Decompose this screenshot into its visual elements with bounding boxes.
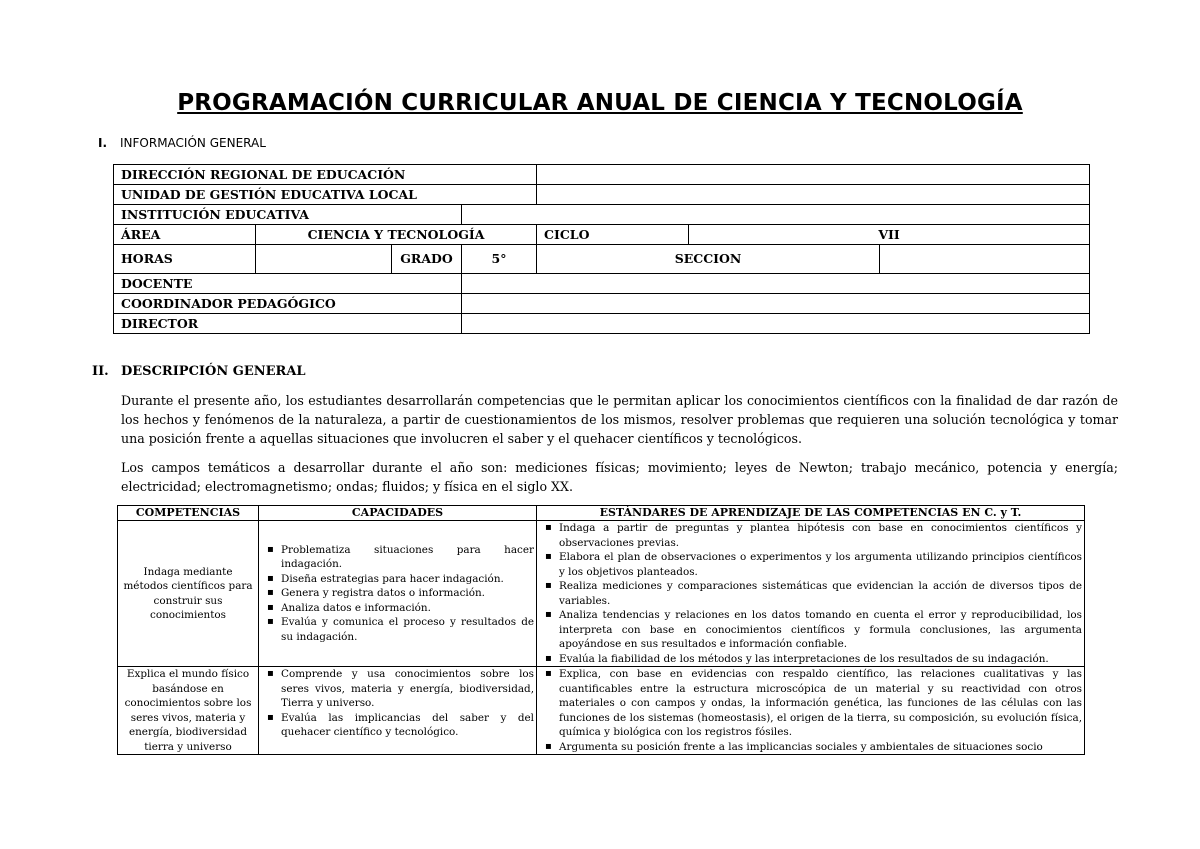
list-item: ▪ Indaga a partir de preguntas y plantea hipótesis con base en conocimientos científicos y observaciones previas. [559, 521, 1082, 550]
dre-value [537, 165, 1090, 185]
table-row [114, 274, 1090, 294]
header-estandares: ESTÁNDARES DE APRENDIZAJE DE LAS COMPETENCIAS EN C. y T. [537, 506, 1085, 521]
table-row [114, 225, 1090, 245]
table-row [114, 294, 1090, 314]
list-item: ▪ Genera y registra datos o información. [281, 586, 534, 601]
table-row [114, 185, 1090, 205]
section-number: II. [92, 364, 109, 379]
seccion-value [880, 245, 1090, 274]
ie-value [462, 205, 1090, 225]
header-capacidades: CAPACIDADES [259, 506, 537, 521]
area-label: ÁREA [114, 225, 256, 245]
section-number: I. [98, 136, 108, 150]
capacidades-list [261, 667, 534, 740]
coordinador-label: COORDINADOR PEDAGÓGICO [114, 294, 462, 314]
table-row [118, 521, 1085, 667]
page-title: PROGRAMACIÓN CURRICULAR ANUAL DE CIENCIA Y TECNOLOGÍA [177, 90, 1023, 116]
horas-value [256, 245, 392, 274]
capacidades-cell [259, 521, 537, 667]
competencia-cell: Explica el mundo físico basándose en conocimientos sobre los seres vivos, materia y energía, biodiversidad tierra y universo [118, 667, 259, 755]
table-row [114, 165, 1090, 185]
grado-value: 5° [462, 245, 537, 274]
ugel-label: UNIDAD DE GESTIÓN EDUCATIVA LOCAL [114, 185, 537, 205]
capacidades-cell [259, 667, 537, 755]
director-label: DIRECTOR [114, 314, 462, 334]
table-row [114, 205, 1090, 225]
list-item: ▪ Evalúa y comunica el proceso y resultados de su indagación. [281, 615, 534, 644]
section-label: DESCRIPCIÓN GENERAL [121, 364, 306, 379]
general-info-table [113, 164, 1090, 334]
capacidades-list [261, 543, 534, 645]
header-competencias: COMPETENCIAS [118, 506, 259, 521]
list-item: ▪ Argumenta su posición frente a las implicancias sociales y ambientales de situaciones socio [559, 740, 1082, 755]
coordinador-value [462, 294, 1090, 314]
description-paragraph: Durante el presente año, los estudiantes desarrollarán competencias que le permitan aplicar los conocimientos científicos con la finalidad de dar razón de los hechos y fenómenos de la naturaleza, a partir de cuestionamientos de los mismos, resolver problemas que requieren una solución tecnológica y tomar una posición frente a aquellas situaciones que involucren el saber y el quehacer científicos y tecnológicos. [121, 393, 1118, 446]
list-item: ▪ Analiza tendencias y relaciones en los datos tomando en cuenta el error y reproducibilidad, los interpreta con base en conocimientos científicos y formula conclusiones, las argumenta apoyándose en sus resultados e información confiable. [559, 608, 1082, 652]
topics-paragraph: Los campos temáticos a desarrollar durante el año son: mediciones físicas; movimiento; leyes de Newton; trabajo mecánico, potencia y energía; electricidad; electromagnetismo; ondas; fluidos; y física en el siglo XX. [121, 460, 1118, 494]
estandares-list [539, 521, 1082, 666]
horas-label: HORAS [114, 245, 256, 274]
table-row [118, 667, 1085, 755]
list-item: ▪ Evalúa las implicancias del saber y del quehacer científico y tecnológico. [281, 711, 534, 740]
grado-label: GRADO [392, 245, 462, 274]
list-item: ▪ Diseña estrategias para hacer indagación. [281, 572, 534, 587]
list-item: ▪ Problematiza situaciones para hacer indagación. [281, 543, 534, 572]
table-row [114, 314, 1090, 334]
competencia-cell: Indaga mediante métodos científicos para construir sus conocimientos [118, 521, 259, 667]
docente-value [462, 274, 1090, 294]
area-value: CIENCIA Y TECNOLOGÍA [256, 225, 537, 245]
section-heading-descripcion [92, 364, 306, 379]
competencies-table [117, 505, 1085, 755]
table-header-row [118, 506, 1085, 521]
ciclo-label: CICLO [537, 225, 689, 245]
list-item: ▪ Evalúa la fiabilidad de los métodos y las interpretaciones de los resultados de su indagación. [559, 652, 1082, 667]
list-item: ▪ Comprende y usa conocimientos sobre los seres vivos, materia y energía, biodiversidad, Tierra y universo. [281, 667, 534, 711]
section-heading-informacion [98, 136, 266, 150]
table-row [114, 245, 1090, 274]
estandares-cell [537, 667, 1085, 755]
ciclo-value: VII [689, 225, 1090, 245]
list-item: ▪ Realiza mediciones y comparaciones sistemáticas que evidencian la acción de diversos tipos de variables. [559, 579, 1082, 608]
list-item: ▪ Elabora el plan de observaciones o experimentos y los argumenta utilizando principios científicos y los objetivos planteados. [559, 550, 1082, 579]
ugel-value [537, 185, 1090, 205]
estandares-cell [537, 521, 1085, 667]
dre-label: DIRECCIÓN REGIONAL DE EDUCACIÓN [114, 165, 537, 185]
docente-label: DOCENTE [114, 274, 462, 294]
section-label: INFORMACIÓN GENERAL [120, 136, 266, 150]
estandares-list [539, 667, 1082, 754]
ie-label: INSTITUCIÓN EDUCATIVA [114, 205, 462, 225]
list-item: ▪ Explica, con base en evidencias con respaldo científico, las relaciones cualitativas y las cuantificables entre la estructura microscópica de un material y su reactividad con otros materiales o con campos y ondas, la información genética, las funciones de las células con las funciones de los sistemas (homeostasis), el origen de la tierra, su composición, su evolución física, química y biológica con los registros fósiles. [559, 667, 1082, 740]
director-value [462, 314, 1090, 334]
list-item: ▪ Analiza datos e información. [281, 601, 534, 616]
seccion-label: SECCION [537, 245, 880, 274]
